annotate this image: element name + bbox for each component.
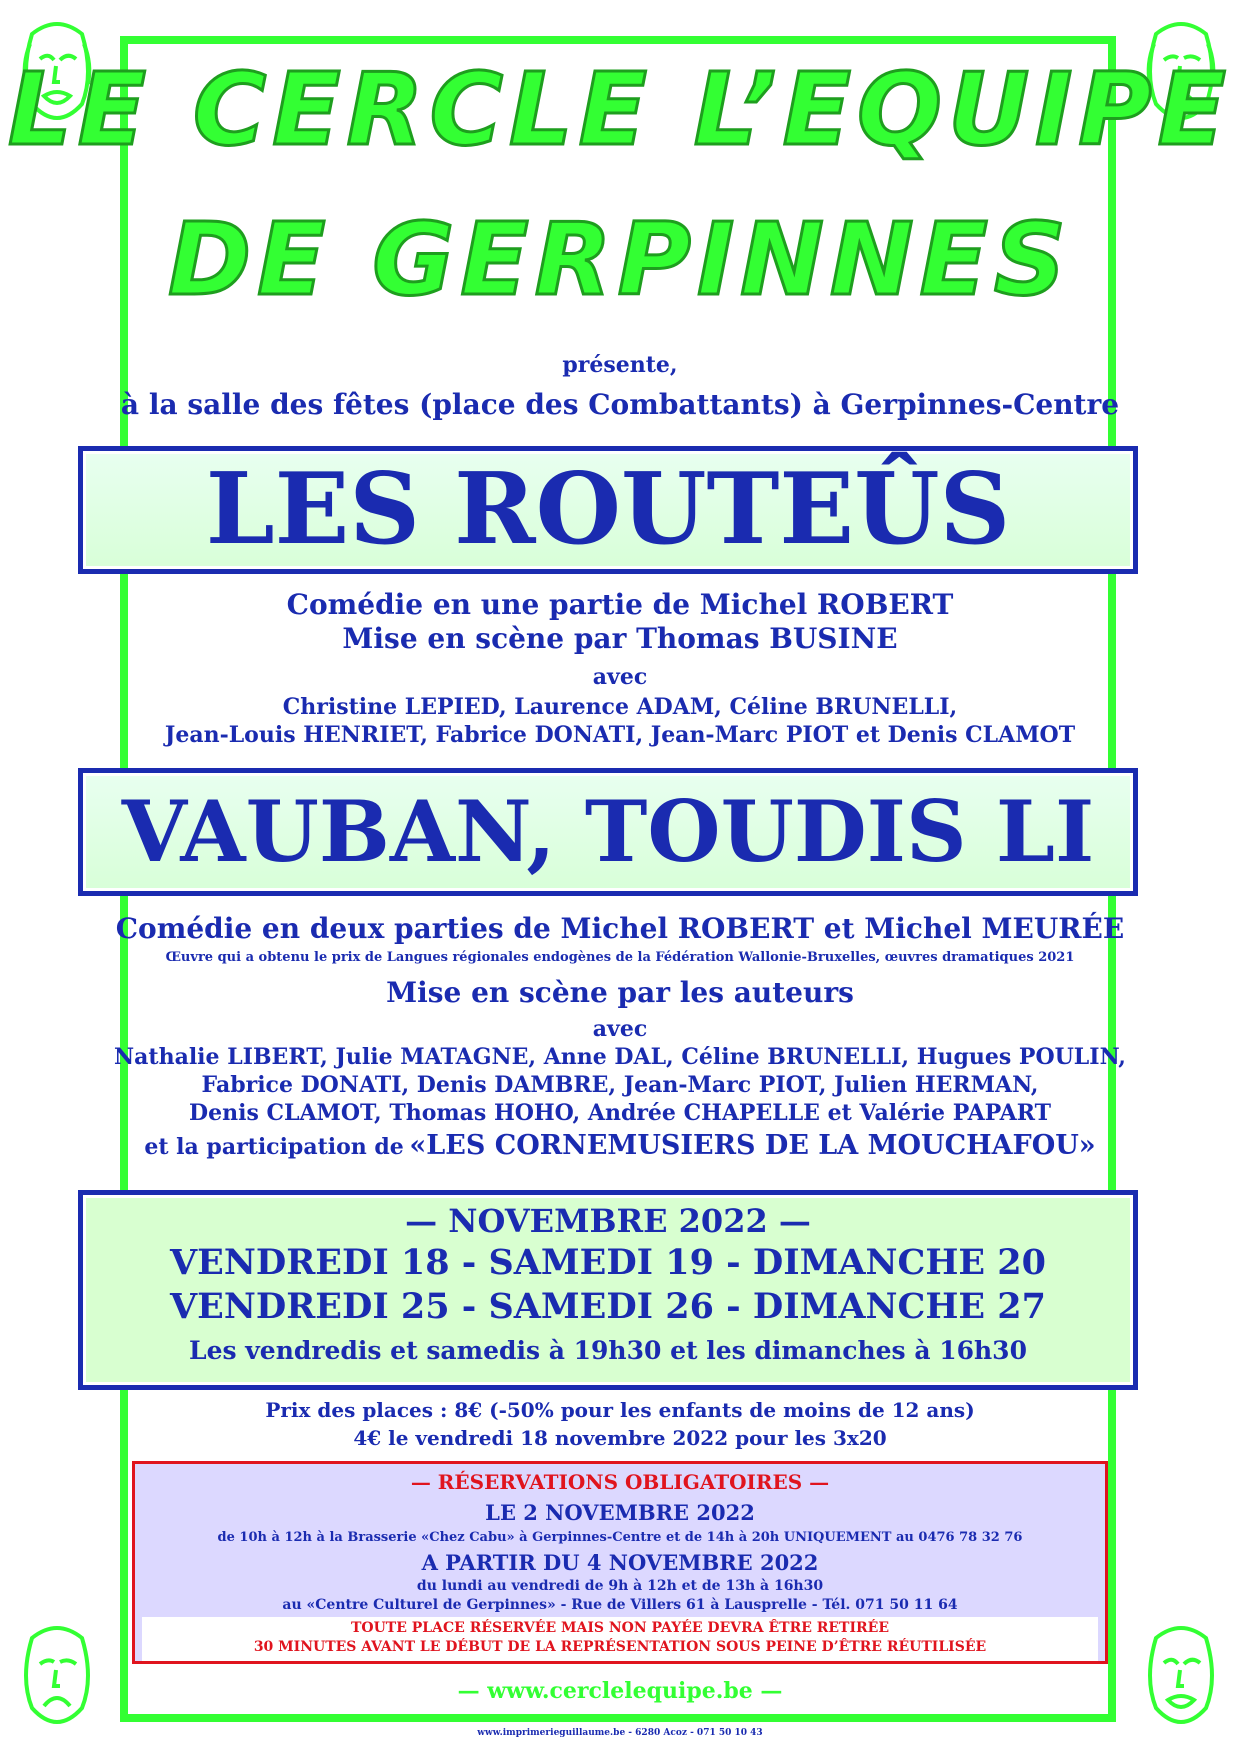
dates-box	[78, 1190, 1138, 1390]
reservations-date-1: LE 2 NOVEMBRE 2022	[485, 1500, 755, 1525]
dates-line-1: VENDREDI 18 - SAMEDI 19 - DIMANCHE 20	[170, 1242, 1046, 1283]
play1-cast-2: Jean-Louis HENRIET, Fabrice DONATI, Jean-Marc PIOT et Denis CLAMOT	[164, 722, 1076, 748]
play2-cast-2: Fabrice DONATI, Denis DAMBRE, Jean-Marc PIOT, Julien HERMAN,	[201, 1072, 1039, 1098]
warning-line-1: TOUTE PLACE RÉSERVÉE MAIS NON PAYÉE DEVRA ÊTRE RETIRÉE	[350, 1620, 889, 1636]
reservations-detail-1: de 10h à 12h à la Brasserie «Chez Cabu» à Gerpinnes-Centre et de 14h à 20h UNIQUEMENT au 0476 78 32 76	[217, 1530, 1023, 1545]
play1-avec: avec	[592, 664, 648, 690]
presente-text: présente,	[562, 352, 678, 378]
play2-title: VAUBAN, TOUDIS LI	[121, 782, 1095, 881]
warning-line-2: 30 MINUTES AVANT LE DÉBUT DE LA REPRÉSENTATION SOUS PEINE D’ÊTRE RÉUTILISÉE	[253, 1639, 987, 1655]
printer-credit: www.imprimerieguillaume.be - 6280 Acoz - 071 50 10 43	[477, 1728, 763, 1738]
frame-bottom	[120, 1714, 1116, 1722]
title-line-2: DE GERPINNES	[168, 201, 1072, 318]
venue-text: à la salle des fêtes (place des Combattants) à Gerpinnes-Centre	[120, 388, 1120, 421]
reservations-date-2: A PARTIR DU 4 NOVEMBRE 2022	[421, 1550, 819, 1575]
play1-desc-1: Comédie en une partie de Michel ROBERT	[286, 588, 954, 621]
dates-month: — NOVEMBRE 2022 —	[405, 1202, 811, 1240]
price-line-2: 4€ le vendredi 18 novembre 2022 pour les 3x20	[353, 1426, 887, 1450]
play2-prize: Œuvre qui a obtenu le prix de Langues régionales endogènes de la Fédération Wallonie-Bruxelles, œuvres dramatiques 2021	[165, 950, 1075, 965]
price-line-1: Prix des places : 8€ (-50% pour les enfants de moins de 12 ans)	[265, 1398, 975, 1422]
play2-desc-1: Comédie en deux parties de Michel ROBERT et Michel MEURÉE	[115, 912, 1125, 945]
play2-avec: avec	[592, 1016, 648, 1042]
play2-desc-2: Mise en scène par les auteurs	[386, 976, 854, 1009]
reservations-detail-2: du lundi au vendredi de 9h à 12h et de 13h à 16h30	[416, 1578, 824, 1594]
play1-cast-1: Christine LEPIED, Laurence ADAM, Céline BRUNELLI,	[282, 694, 958, 720]
frame-top	[120, 36, 1116, 44]
dates-line-2: VENDREDI 25 - SAMEDI 26 - DIMANCHE 27	[170, 1286, 1046, 1327]
dates-times: Les vendredis et samedis à 19h30 et les dimanches à 16h30	[189, 1336, 1027, 1365]
participation-prefix: et la participation de	[144, 1134, 404, 1160]
play2-title-box	[78, 768, 1138, 896]
play1-title: LES ROUTEÛS	[205, 452, 1011, 567]
play2-cast-1: Nathalie LIBERT, Julie MATAGNE, Anne DAL, Céline BRUNELLI, Hugues POULIN,	[114, 1044, 1126, 1070]
play1-title-box	[78, 446, 1138, 574]
play2-cast-3: Denis CLAMOT, Thomas HOHO, Andrée CHAPELLE et Valérie PAPART	[189, 1100, 1051, 1126]
participation-name: «LES CORNEMUSIERS DE LA MOUCHAFOU»	[409, 1130, 1096, 1161]
play2-participation	[0, 1130, 1240, 1161]
play1-desc-2: Mise en scène par Thomas BUSINE	[342, 622, 898, 655]
reservations-detail-3: au «Centre Culturel de Gerpinnes» - Rue de Villers 61 à Lausprelle - Tél. 071 50 11 64	[282, 1597, 958, 1613]
title-line-1: LE CERCLE L’EQUIPE	[8, 51, 1232, 168]
website-link[interactable]: — www.cerclelequipe.be —	[457, 1678, 783, 1704]
reservations-heading: — RÉSERVATIONS OBLIGATOIRES —	[410, 1470, 830, 1494]
